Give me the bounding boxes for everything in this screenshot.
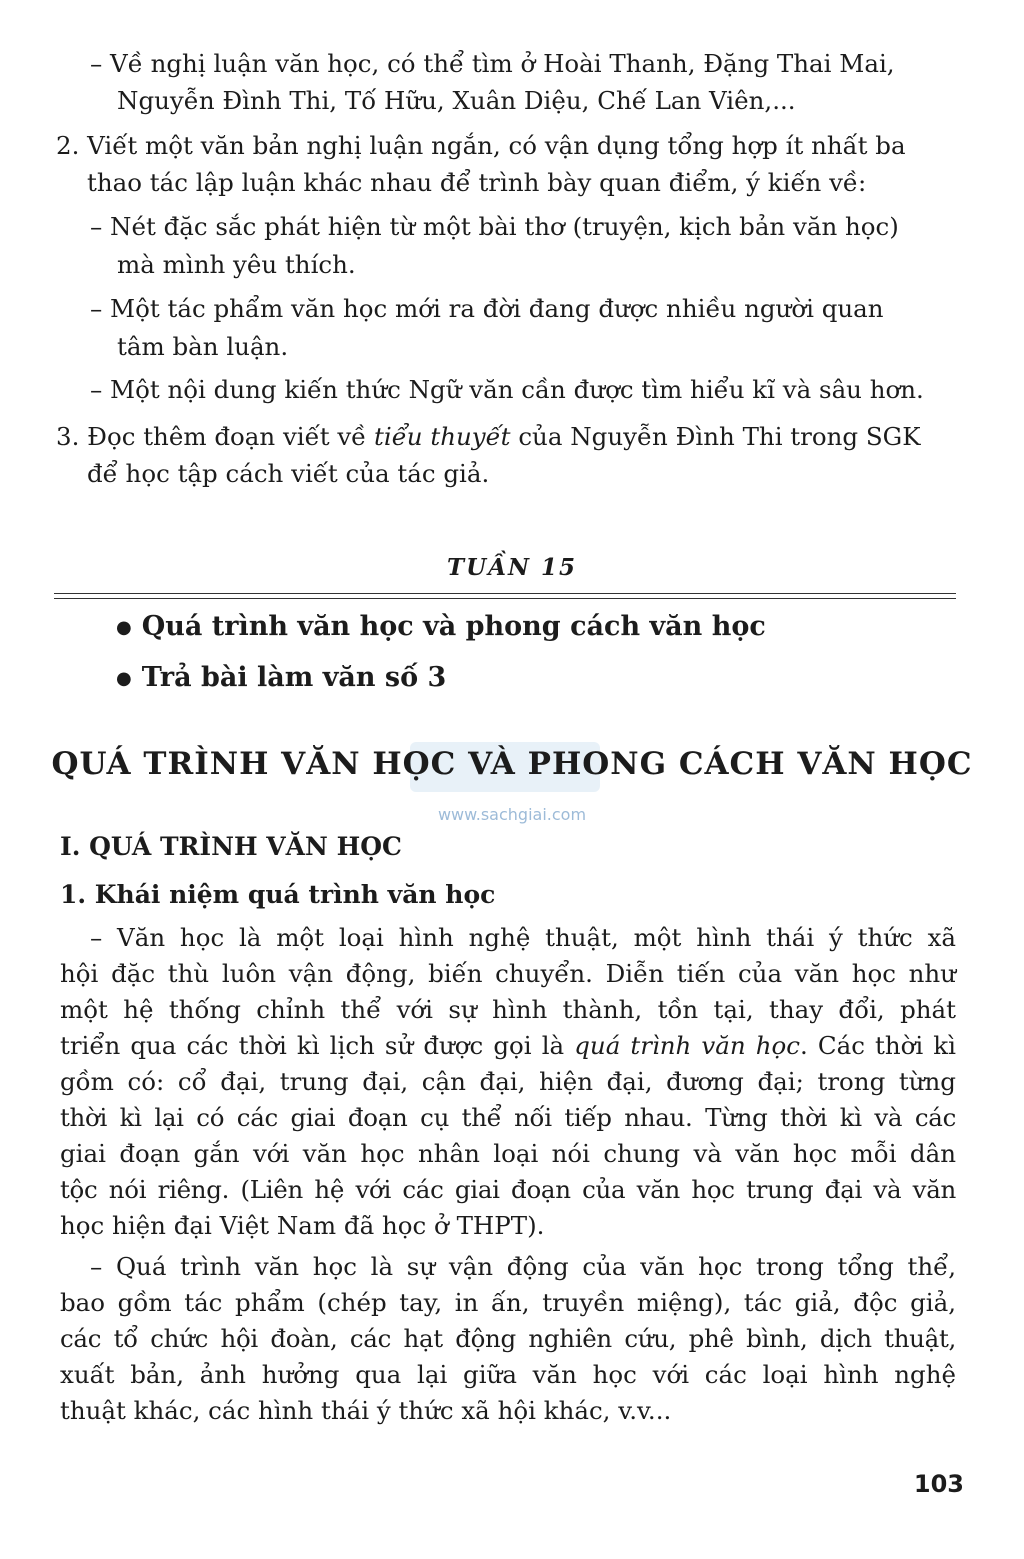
bullet-line: Nguyễn Đình Thi, Tố Hữu, Xuân Diệu, Chế Lan Viên,... <box>117 86 796 115</box>
sub-bullet-line: tâm bàn luận. <box>117 332 289 361</box>
paragraph-line: tộc nói riêng. (Liên hệ với các giai đoạn của văn học trung đại và văn <box>60 1175 956 1204</box>
bullet-icon: ● <box>116 617 132 638</box>
divider <box>54 593 956 594</box>
paragraph-line: – Văn học là một loại hình nghệ thuật, một hình thái ý thức xã <box>90 923 956 952</box>
topic-label: Trả bài làm văn số 3 <box>141 662 447 693</box>
list-item-line: 2. Viết một văn bản nghị luận ngắn, có vận dụng tổng hợp ít nhất ba <box>56 131 906 160</box>
paragraph-line: hội đặc thù luôn vận động, biến chuyển. Diễn tiến của văn học như <box>60 959 956 988</box>
sub-bullet-line: mà mình yêu thích. <box>117 250 356 279</box>
sub-bullet-line: – Một tác phẩm văn học mới ra đời đang được nhiều người quan <box>90 294 884 323</box>
list-item-line: để học tập cách viết của tác giả. <box>87 459 490 488</box>
section-heading: I. QUÁ TRÌNH VĂN HỌC <box>60 832 402 861</box>
text-run: 3. Đọc thêm đoạn viết về <box>56 422 375 451</box>
list-item-line: thao tác lập luận khác nhau để trình bày quan điểm, ý kiến về: <box>87 168 867 197</box>
text-run: . Các thời kì <box>799 1031 956 1060</box>
page-number: 103 <box>913 1470 964 1498</box>
paragraph-line: giai đoạn gắn với văn học nhân loại nói chung và văn học mỗi dân <box>60 1139 956 1168</box>
bullet-line: – Về nghị luận văn học, có thể tìm ở Hoài Thanh, Đặng Thai Mai, <box>90 49 895 78</box>
paragraph-line: các tổ chức hội đoàn, các hạt động nghiên cứu, phê bình, dịch thuật, <box>60 1324 956 1353</box>
week-title: TUẦN 15 <box>446 554 578 581</box>
list-item-line <box>56 420 921 454</box>
chapter-title: QUÁ TRÌNH VĂN HỌC VÀ PHONG CÁCH VĂN HỌC <box>51 746 973 782</box>
paragraph-line: xuất bản, ảnh hưởng qua lại giữa văn học với các loại hình nghệ <box>60 1360 956 1389</box>
italic-term: tiểu thuyết <box>374 422 511 451</box>
paragraph-line: – Quá trình văn học là sự vận động của văn học trong tổng thể, <box>90 1252 956 1281</box>
italic-term: quá trình văn học <box>574 1031 800 1060</box>
text-run: triển qua các thời kì lịch sử được gọi là <box>60 1031 575 1060</box>
paragraph-line: một hệ thống chỉnh thể với sự hình thành, tồn tại, thay đổi, phát <box>60 995 956 1024</box>
sub-bullet-line: – Một nội dung kiến thức Ngữ văn cần được tìm hiểu kĩ và sâu hơn. <box>90 375 924 404</box>
topic-item <box>116 662 446 693</box>
topic-label: Quá trình văn học và phong cách văn học <box>141 611 766 642</box>
sub-bullet-line: – Nét đặc sắc phát hiện từ một bài thơ (truyện, kịch bản văn học) <box>90 212 899 241</box>
text-run: của Nguyễn Đình Thi trong SGK <box>510 422 921 451</box>
paragraph-line <box>60 1029 956 1063</box>
paragraph-line: thuật khác, các hình thái ý thức xã hội khác, v.v... <box>60 1396 672 1425</box>
watermark-text: www.sachgiai.com <box>437 805 587 824</box>
paragraph-line: thời kì lại có các giai đoạn cụ thể nối tiếp nhau. Từng thời kì và các <box>60 1103 956 1132</box>
bullet-icon: ● <box>116 668 132 689</box>
topic-item <box>116 611 766 642</box>
divider <box>54 598 956 599</box>
paragraph-line: học hiện đại Việt Nam đã học ở THPT). <box>60 1211 545 1240</box>
paragraph-line: gồm có: cổ đại, trung đại, cận đại, hiện đại, đương đại; trong từng <box>60 1067 956 1096</box>
paragraph-line: bao gồm tác phẩm (chép tay, in ấn, truyền miệng), tác giả, độc giả, <box>60 1288 956 1317</box>
subsection-heading: 1. Khái niệm quá trình văn học <box>60 880 496 909</box>
